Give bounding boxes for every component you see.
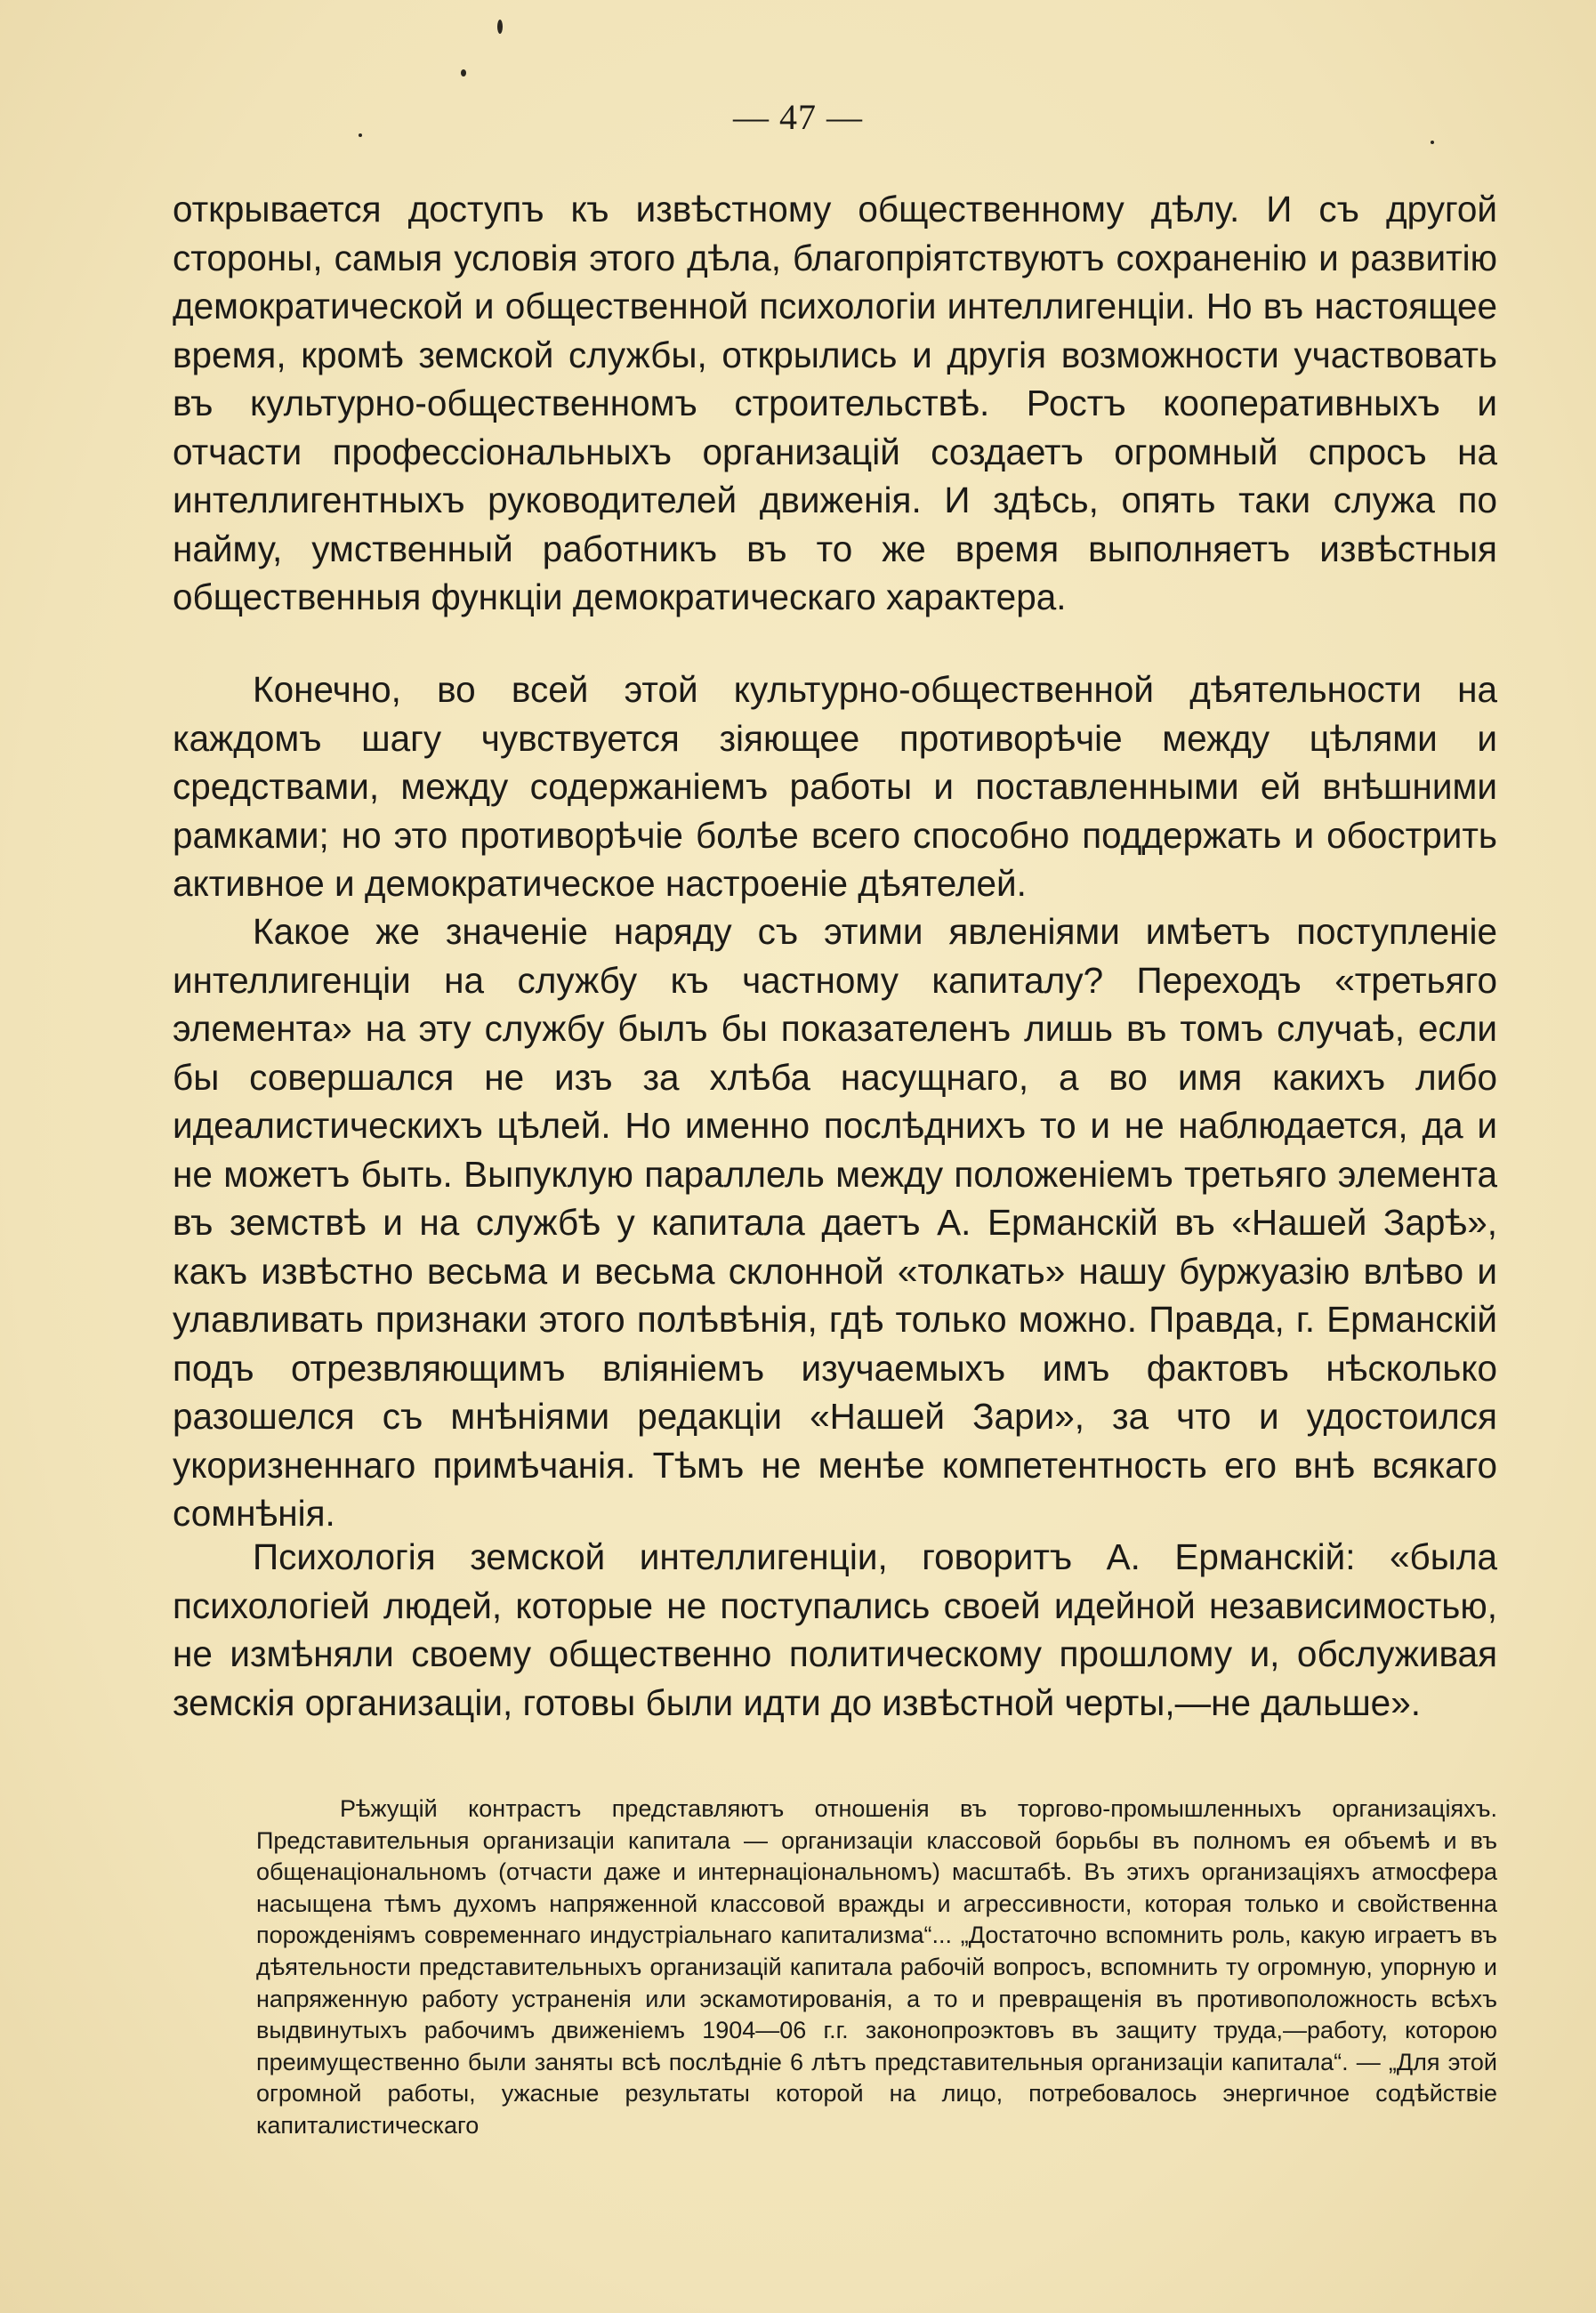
body-paragraph-1: открывается доступъ къ извѣстному общественному дѣлу. И съ другой стороны, самыя условія этого дѣла, благопріятствуютъ сохраненію и развитію демократической и общественной психологіи интеллигенціи. Но въ настоящее время, кромѣ земской службы, открылись и другія возможности участвовать въ культурно-общественномъ строительствѣ. Ростъ кооперативныхъ и отчасти профессіональныхъ организацій создаетъ огромный спросъ на интеллигентныхъ руководителей движенія. И здѣсь, опять таки служа по найму, умственный работникъ въ то же время выполняетъ извѣстныя общественныя функціи демократическаго характера. (173, 189, 1497, 617)
body-paragraph-3: Какое же значеніе наряду съ этими явленіями имѣетъ поступленіе интеллигенціи на службу къ частному капиталу? Переходъ «третьяго элемента» на эту службу былъ бы показателенъ лишь въ томъ случаѣ, если бы совершался не изъ за хлѣба насущнаго, а во имя какихъ либо идеалистическихъ цѣлей. Но именно послѣднихъ то и не наблюдается, да и не можетъ быть. Выпуклую параллель между положеніемъ третьяго элемента въ земствѣ и на службѣ у капитала даетъ А. Ерманскій въ «Нашей Зарѣ», какъ извѣстно весьма и весьма склонной «толкать» нашу буржуазію влѣво и улавливать признаки этого полѣвѣнія, гдѣ только можно. Правда, г. Ерманскій подъ отрезвляющимъ вліяніемъ изучаемыхъ имъ фактовъ нѣсколько разошелся съ мнѣніями редакціи «Нашей Зари», за что и удостоился укоризненнаго примѣчанія. Тѣмъ не менѣе компетентность его внѣ всякаго сомнѣнія. (173, 911, 1497, 1534)
ink-speck (497, 20, 503, 34)
body-paragraph-4: Психологія земской интеллигенціи, говоритъ А. Ерманскій: «была психологіей людей, которые не поступались своей идейной независимостью, не измѣняли своему общественно политическому прошлому и, обслуживая земскія организаціи, готовы были идти до извѣстной черты,—не дальше». (173, 1536, 1497, 1723)
quoted-passage: Рѣжущій контрастъ представляютъ отношенія въ торгово-промышленныхъ организаціяхъ. Представительныя организаціи капитала — организаціи классовой борьбы въ полномъ ея объемѣ и въ общенаціональномъ (отчасти даже и интернаціональномъ) масштабѣ. Въ этихъ организаціяхъ атмосфера насыщена тѣмъ духомъ напряженной классовой вражды и агрессивности, которая только и свойственна порожденіямъ современнаго индустріальнаго капитализма“... „Достаточно вспомнить роль, какую играетъ въ дѣятельности представительныхъ организацій капитала рабочій вопросъ, вспомнить ту огромную, упорную и напряженную работу устраненія или эскамотированія, а то и превращенія въ противоположность всѣхъ выдвинутыхъ рабочимъ движеніемъ 1904—06 г.г. законопроэктовъ въ защиту труда,—работу, которою преимущественно были заняты всѣ послѣдніе 6 лѣтъ представительныя организаціи капитала“. — „Для этой огромной работы, ужасные результаты которой на лицо, потребовалось энергичное содѣйствіе капиталистическаго (256, 1795, 1497, 2139)
ink-speck (359, 133, 362, 137)
ink-speck (461, 69, 466, 77)
ink-speck (1431, 141, 1434, 144)
body-paragraph-2: Конечно, во всей этой культурно-общественной дѣятельности на каждомъ шагу чувствуется зіяющее противорѣчіе между цѣлями и средствами, между содержаніемъ работы и поставленными ей внѣшними рамками; но это противорѣчіе болѣе всего способно поддержать и обострить активное и демократическое настроеніе дѣятелей. (173, 669, 1497, 904)
page-number: — 47 — (733, 97, 863, 137)
